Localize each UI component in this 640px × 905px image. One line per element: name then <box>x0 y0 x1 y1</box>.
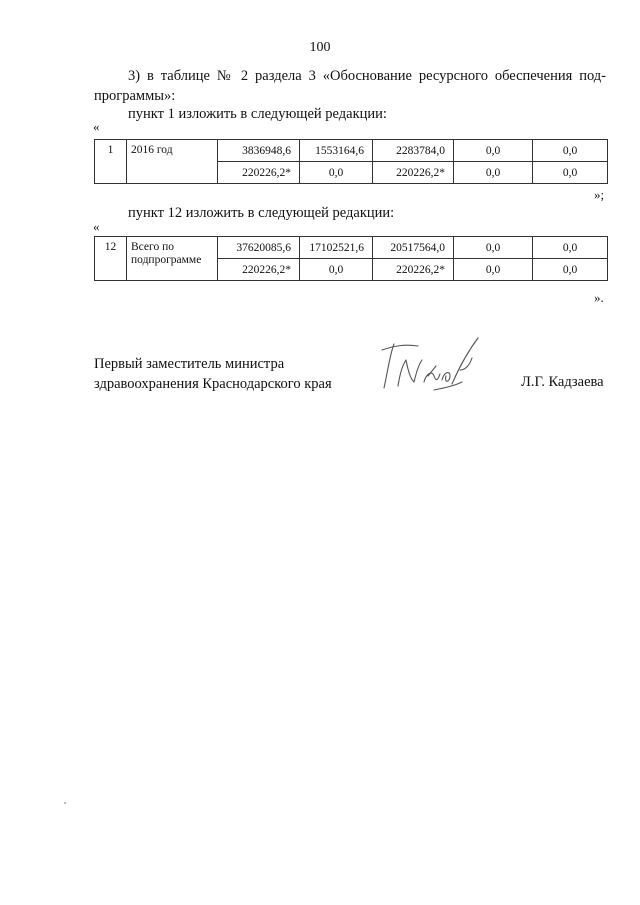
cell: 0,0 <box>533 162 608 184</box>
item1-instruction: пункт 1 изложить в следующей редакции: <box>128 106 387 122</box>
cell: 0,0 <box>533 140 608 162</box>
cell: 17102521,6 <box>300 237 373 259</box>
cell: 3836948,6 <box>218 140 300 162</box>
cell: 220226,2* <box>218 162 300 184</box>
intro-line-1: 3) в таблице № 2 раздела 3 «Обоснование ресурсного обеспечения под- <box>128 68 606 84</box>
signatory-position-line-1: Первый заместитель министра <box>94 356 285 372</box>
cell: 0,0 <box>300 259 373 281</box>
item12-instruction: пункт 12 изложить в следующей редакции: <box>128 205 395 221</box>
item1-table <box>94 139 608 184</box>
cell: 1553164,6 <box>300 140 373 162</box>
cell: 20517564,0 <box>373 237 454 259</box>
cell: 0,0 <box>300 162 373 184</box>
item12-open-quote: « <box>93 219 100 234</box>
signatory-position-line-2: здравоохранения Краснодарского края <box>94 376 332 392</box>
cell: 2283784,0 <box>373 140 454 162</box>
row-name: 2016 год <box>127 140 218 184</box>
cell: 37620085,6 <box>218 237 300 259</box>
scan-speck <box>64 802 66 804</box>
cell: 0,0 <box>533 259 608 281</box>
cell: 0,0 <box>533 237 608 259</box>
row-name: Всего по подпрограмме <box>127 237 218 281</box>
handwritten-signature <box>374 330 494 400</box>
table-row <box>95 237 608 259</box>
item1-open-quote: « <box>93 119 100 134</box>
cell: 220226,2* <box>218 259 300 281</box>
page-number: 100 <box>309 40 331 55</box>
cell: 0,0 <box>454 237 533 259</box>
intro-line-2: программы»: <box>94 88 176 104</box>
item1-close-quote: »; <box>594 187 605 202</box>
row-index: 1 <box>95 140 127 184</box>
cell: 0,0 <box>454 140 533 162</box>
cell: 220226,2* <box>373 162 454 184</box>
signatory-position <box>94 354 332 394</box>
table-row <box>95 140 608 162</box>
signatory-name: Л.Г. Кадзаева <box>521 374 604 390</box>
item12-close-quote: ». <box>594 290 604 305</box>
cell: 220226,2* <box>373 259 454 281</box>
intro-paragraph <box>94 66 606 106</box>
row-index: 12 <box>95 237 127 281</box>
cell: 0,0 <box>454 259 533 281</box>
item12-table <box>94 236 608 281</box>
cell: 0,0 <box>454 162 533 184</box>
